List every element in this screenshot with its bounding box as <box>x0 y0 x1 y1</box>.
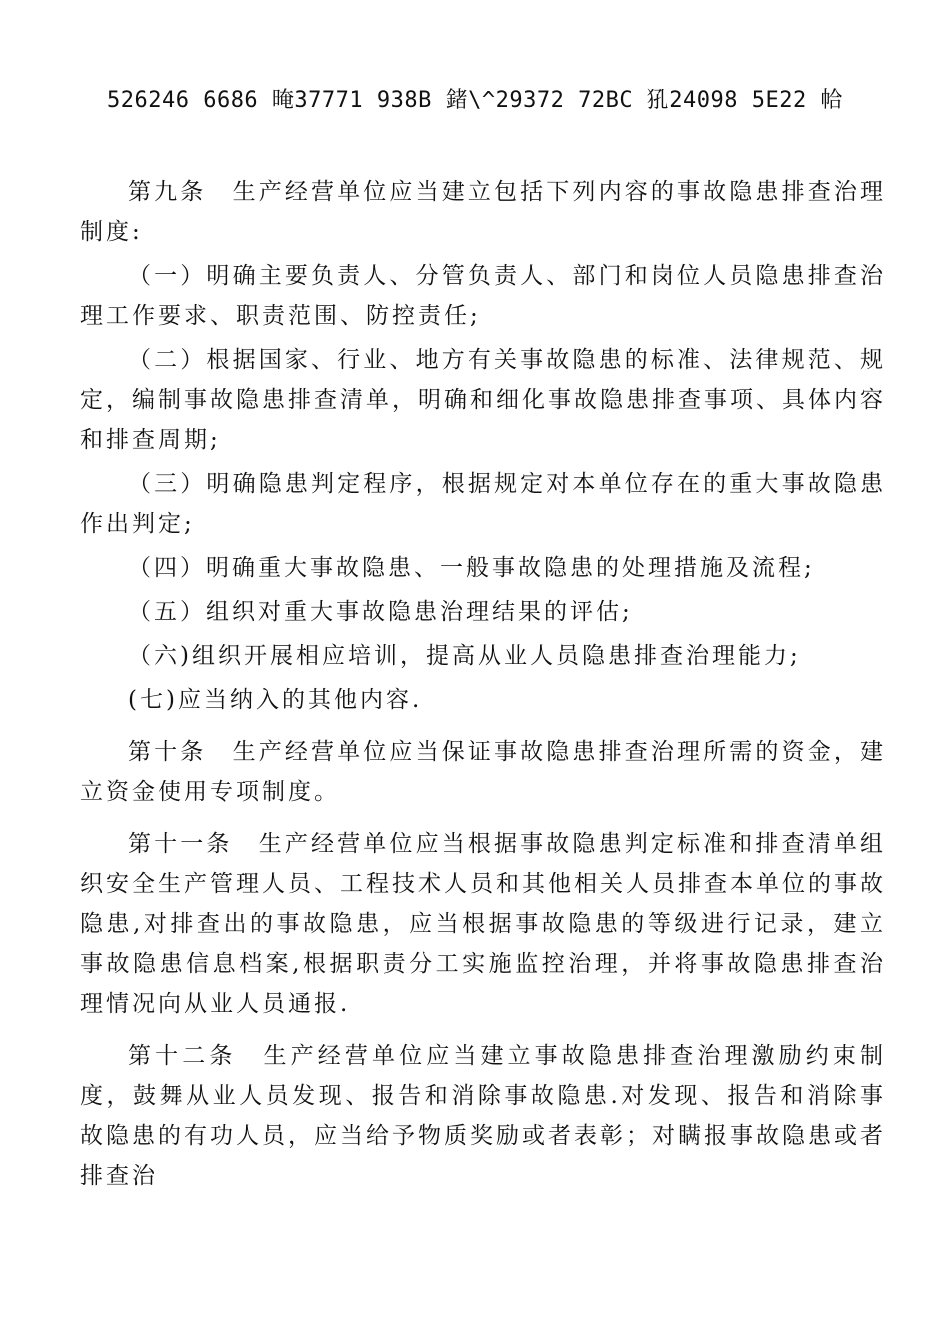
article-10-paragraph: 第十条 生产经营单位应当保证事故隐患排查治理所需的资金，建立资金使用专项制度。 <box>80 739 886 805</box>
article-9-item-2: （二）根据国家、行业、地方有关事故隐患的标准、法律规范、规定，编制事故隐患排查清单，明确和细化事故隐患排查事项、具体内容和排查周期; <box>80 347 886 453</box>
document-body <box>80 172 886 1196</box>
article-9-item-3: （三）明确隐患判定程序，根据规定对本单位存在的重大事故隐患作出判定; <box>80 471 886 537</box>
article-9-item-5: （五）组织对重大事故隐患治理结果的评估; <box>128 599 633 625</box>
article-12-paragraph: 第十二条 生产经营单位应当建立事故隐患排查治理激励约束制度，鼓舞从业人员发现、报告和消除事故隐患.对发现、报告和消除事故隐患的有功人员，应当给予物质奖励或者表彰；对瞒报事故隐患或者排查治 <box>80 1043 886 1189</box>
garbled-header-line: 526246 6686 晻37771 938B 鍺\^29372 72BC 犼24098 5E22 帢 <box>106 88 844 113</box>
article-9-item-1: （一）明确主要负责人、分管负责人、部门和岗位人员隐患排查治理工作要求、职责范围、防控责任; <box>80 263 886 329</box>
article-9-paragraph: 第九条 生产经营单位应当建立包括下列内容的事故隐患排查治理制度: <box>80 179 886 245</box>
article-11-paragraph: 第十一条 生产经营单位应当根据事故隐患判定标准和排查清单组织安全生产管理人员、工程技术人员和其他相关人员排查本单位的事故隐患,对排查出的事故隐患，应当根据事故隐患的等级进行记录，建立事故隐患信息档案,根据职责分工实施监控治理，并将事故隐患排查治理情况向从业人员通报. <box>80 831 886 1017</box>
article-9-item-7: (七)应当纳入的其他内容. <box>128 687 423 713</box>
article-9-item-6: （六)组织开展相应培训，提高从业人员隐患排查治理能力; <box>128 643 801 669</box>
article-9-item-4: （四）明确重大事故隐患、一般事故隐患的处理措施及流程; <box>128 555 815 581</box>
